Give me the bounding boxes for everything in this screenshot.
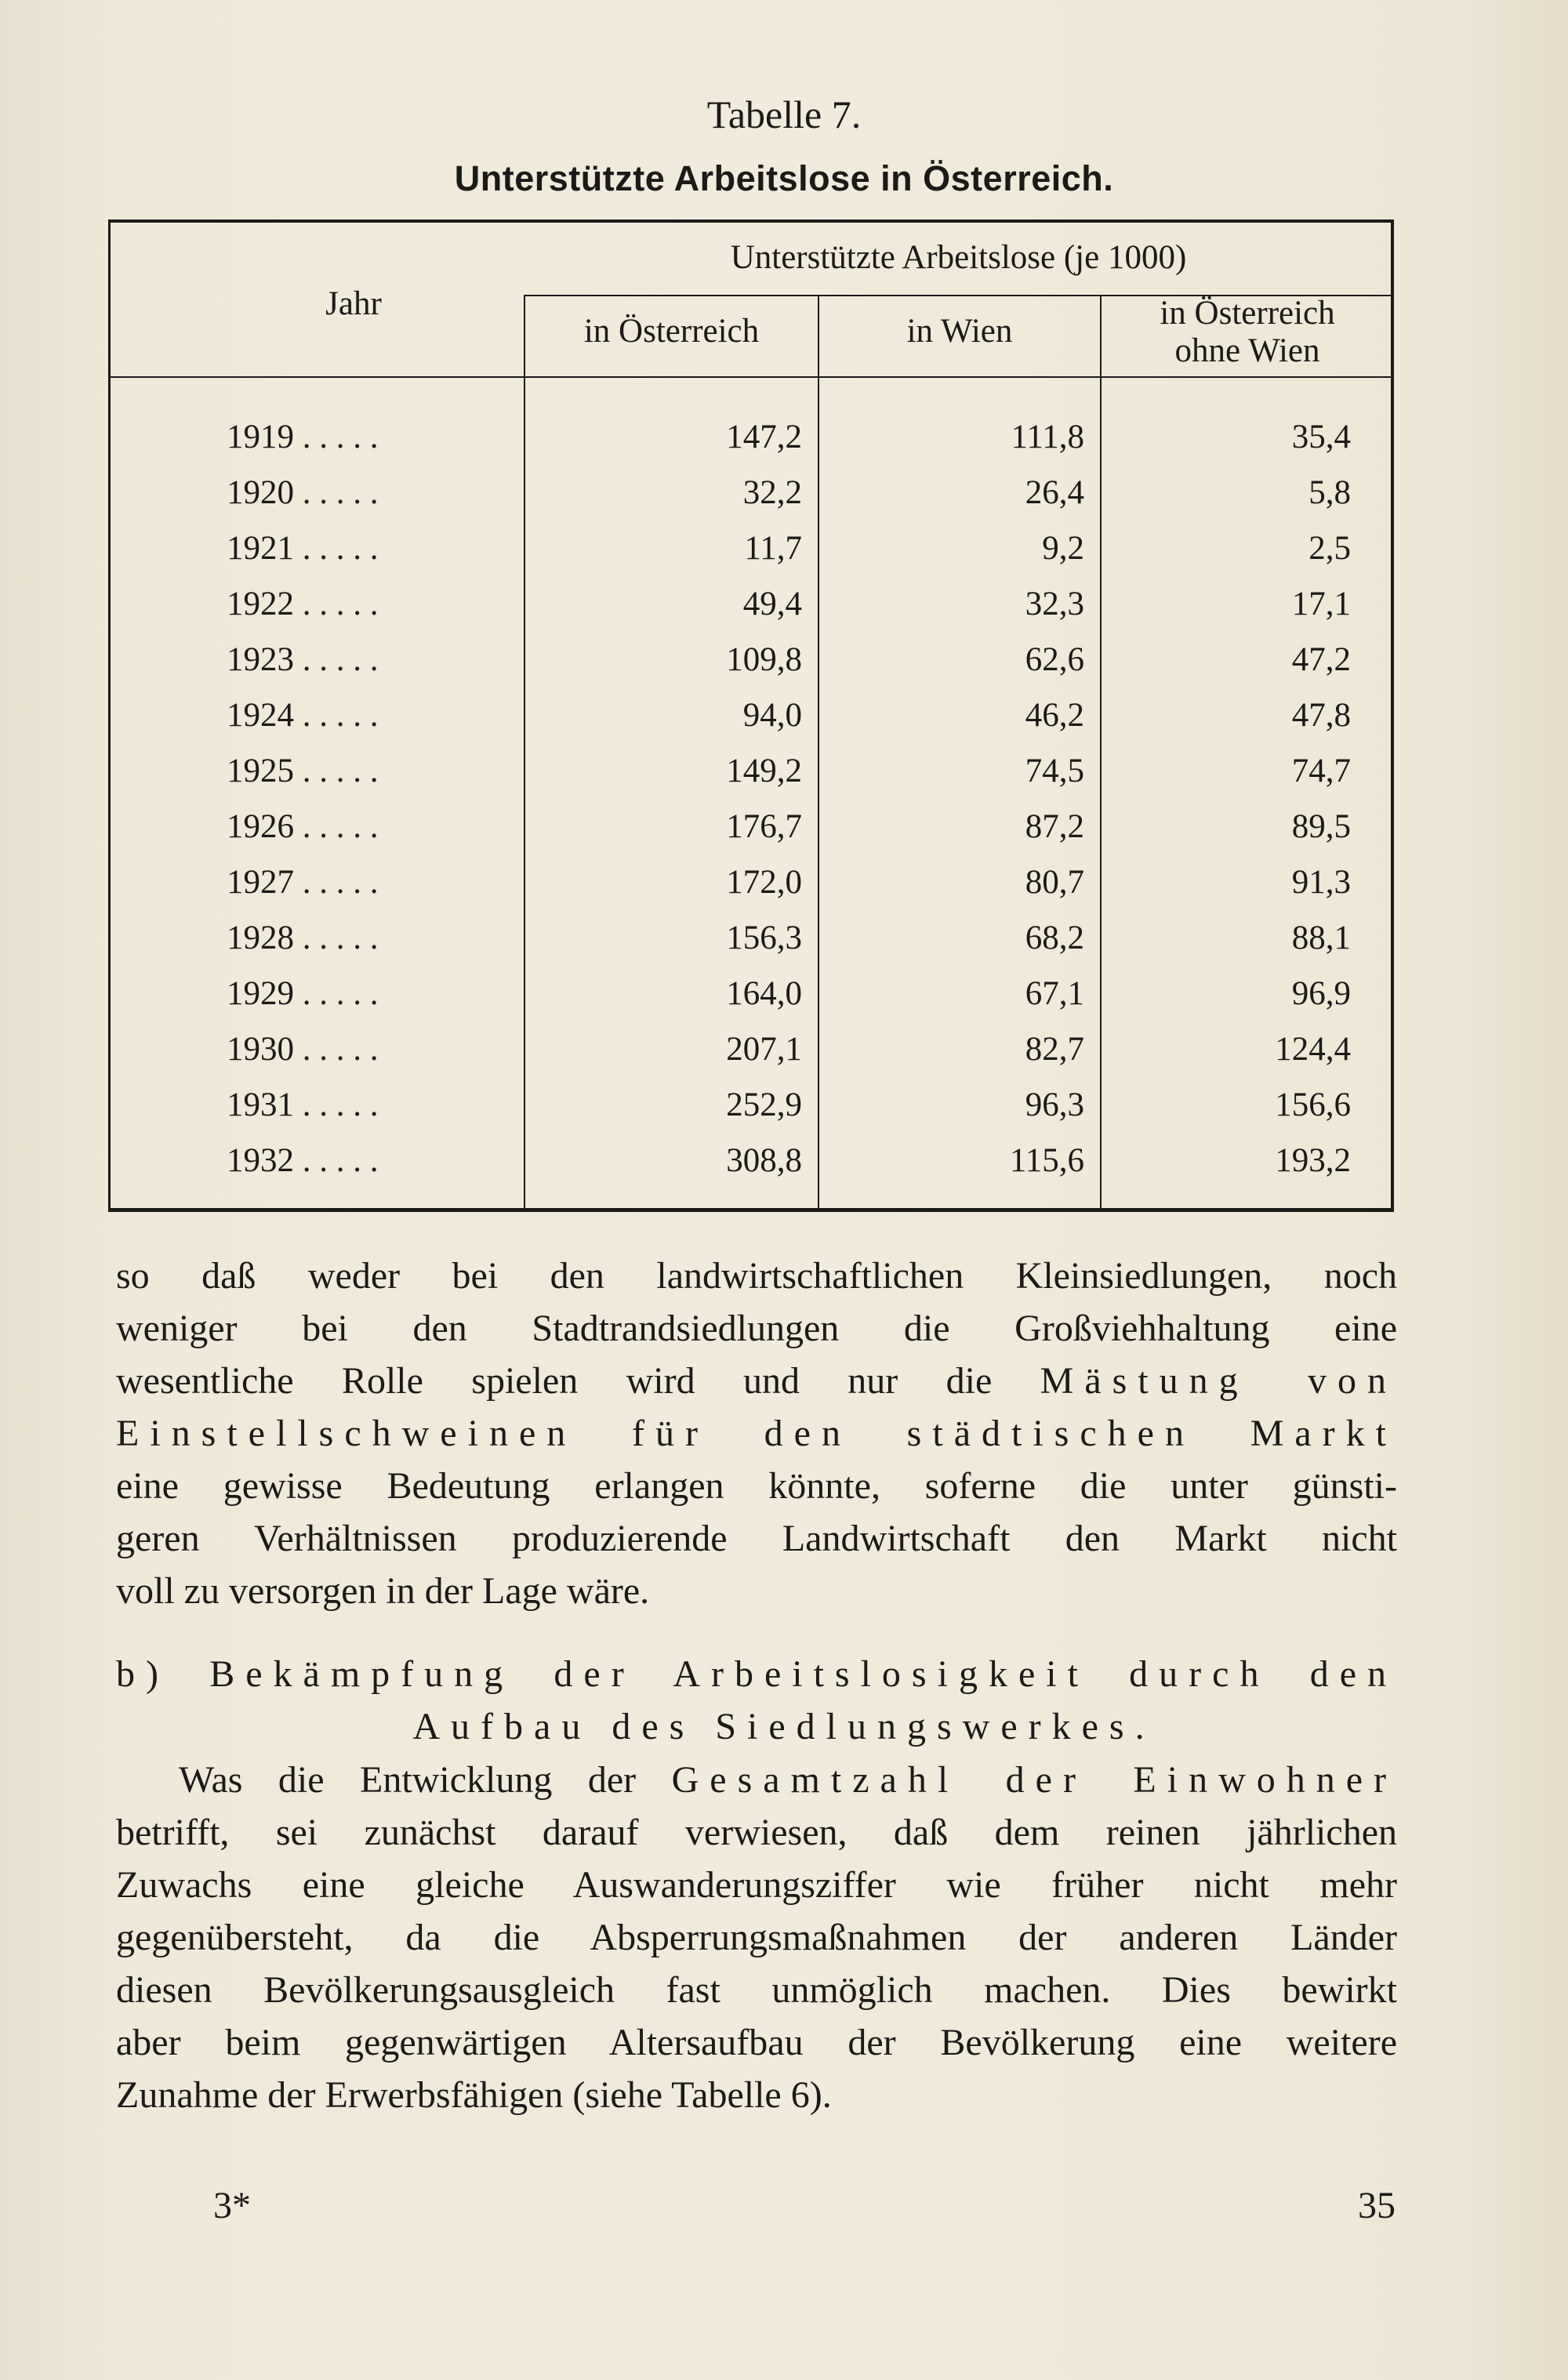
cell-year: 1927 . . . . . xyxy=(227,864,379,901)
cell-austria: 147,2 xyxy=(726,419,802,455)
table-row xyxy=(111,1133,1393,1188)
cell-rest: 89,5 xyxy=(1291,808,1351,845)
page-number: 35 xyxy=(1358,2185,1396,2226)
table-row xyxy=(111,632,1393,688)
cell-rest: 35,4 xyxy=(1291,419,1351,455)
cell-vienna: 80,7 xyxy=(1025,864,1084,901)
table-row xyxy=(111,409,1393,465)
cell-year: 1922 . . . . . xyxy=(227,586,379,622)
cell-rest: 47,2 xyxy=(1291,641,1351,678)
paragraph-2-line xyxy=(179,1755,1397,1805)
paragraph-2-line: aber beim gegenwärtigen Altersaufbau der Bevölkerung eine weitere xyxy=(116,2022,1397,2063)
table-row xyxy=(111,854,1393,910)
emphasis-text: Mästung von xyxy=(1040,1360,1397,1402)
cell-vienna: 74,5 xyxy=(1025,753,1084,789)
cell-austria: 49,4 xyxy=(742,586,802,622)
cell-rest: 74,7 xyxy=(1291,753,1351,789)
cell-year: 1931 . . . . . xyxy=(227,1087,379,1123)
header-rest-line2: ohne Wien xyxy=(1174,332,1320,369)
section-heading-b-line2: Aufbau des Siedlungswerkes. xyxy=(412,1706,1156,1747)
cell-rest: 124,4 xyxy=(1275,1031,1351,1068)
cell-austria: 207,1 xyxy=(726,1031,802,1068)
cell-vienna: 111,8 xyxy=(1011,419,1084,455)
cell-austria: 149,2 xyxy=(726,753,802,789)
cell-year: 1928 . . . . . xyxy=(227,920,379,956)
table-row xyxy=(111,521,1393,576)
cell-year: 1919 . . . . . xyxy=(227,419,379,455)
header-bottom-rule xyxy=(111,376,1393,378)
cell-rest: 193,2 xyxy=(1275,1142,1351,1179)
table-row xyxy=(111,1077,1393,1133)
cell-vienna: 115,6 xyxy=(1009,1142,1084,1179)
cell-vienna: 67,1 xyxy=(1025,975,1084,1012)
table-row xyxy=(111,910,1393,966)
header-rest-line1: in Österreich xyxy=(1160,295,1335,332)
cell-vienna: 32,3 xyxy=(1025,586,1084,622)
cell-year: 1925 . . . . . xyxy=(227,753,379,789)
table-row xyxy=(111,1021,1393,1077)
paragraph-1-segment: wesentliche Rolle spielen wird und nur die xyxy=(116,1360,993,1402)
header-group: Unterstützte Arbeitslose (je 1000) xyxy=(730,239,1187,276)
table-row xyxy=(111,465,1393,521)
table-row xyxy=(111,688,1393,743)
table-row xyxy=(111,966,1393,1021)
cell-rest: 17,1 xyxy=(1291,586,1351,622)
paragraph-1-last-line: voll zu versorgen in der Lage wäre. xyxy=(116,1570,650,1612)
cell-austria: 156,3 xyxy=(726,920,802,956)
cell-year: 1923 . . . . . xyxy=(227,641,379,678)
cell-rest: 2,5 xyxy=(1308,530,1351,567)
cell-vienna: 87,2 xyxy=(1025,808,1084,845)
cell-year: 1932 . . . . . xyxy=(227,1142,379,1179)
cell-vienna: 68,2 xyxy=(1025,920,1084,956)
paragraph-2-segment: Was die Entwicklung der xyxy=(179,1759,637,1801)
header-year: Jahr xyxy=(325,285,382,322)
paragraph-1-line: so daß weder bei den landwirtschaftlichen Kleinsiedlungen, noch xyxy=(116,1255,1397,1297)
data-table xyxy=(108,219,1394,1212)
paragraph-1-line: geren Verhältnissen produzierende Landwirtschaft den Markt nicht xyxy=(116,1518,1397,1559)
cell-year: 1920 . . . . . xyxy=(227,474,379,511)
cell-austria: 11,7 xyxy=(744,530,802,567)
cell-austria: 164,0 xyxy=(726,975,802,1012)
table-title: Unterstützte Arbeitslose in Österreich. xyxy=(454,158,1114,198)
cell-rest: 5,8 xyxy=(1308,474,1351,511)
cell-vienna: 96,3 xyxy=(1025,1087,1084,1123)
cell-year: 1930 . . . . . xyxy=(227,1031,379,1068)
cell-year: 1926 . . . . . xyxy=(227,808,379,845)
header-vienna: in Wien xyxy=(906,313,1013,350)
paragraph-1-line: eine gewisse Bedeutung erlangen könnte, soferne die unter günsti- xyxy=(116,1465,1397,1507)
cell-rest: 88,1 xyxy=(1291,920,1351,956)
paragraph-2-line: Zuwachs eine gleiche Auswanderungsziffer wie früher nicht mehr xyxy=(116,1864,1397,1906)
cell-rest: 156,6 xyxy=(1275,1087,1351,1123)
cell-austria: 94,0 xyxy=(742,697,802,734)
emphasis-text: Gesamtzahl der Einwohner xyxy=(671,1759,1398,1801)
emphasis-line: Einstellschweinen für den städtischen Markt xyxy=(116,1413,1397,1454)
cell-year: 1924 . . . . . xyxy=(227,697,379,734)
cell-vienna: 9,2 xyxy=(1042,530,1084,567)
cell-austria: 176,7 xyxy=(726,808,802,845)
paragraph-2-line: betrifft, sei zunächst darauf verwiesen, daß dem reinen jährlichen xyxy=(116,1812,1397,1853)
cell-austria: 32,2 xyxy=(742,474,802,511)
paragraph-2-line: diesen Bevölkerungsausgleich fast unmöglich machen. Dies bewirkt xyxy=(116,1969,1397,2011)
cell-year: 1921 . . . . . xyxy=(227,530,379,567)
header-austria: in Österreich xyxy=(583,313,760,350)
cell-austria: 109,8 xyxy=(726,641,802,678)
cell-austria: 172,0 xyxy=(726,864,802,901)
cell-austria: 308,8 xyxy=(726,1142,802,1179)
table-row xyxy=(111,799,1393,854)
paragraph-1-line xyxy=(116,1356,1397,1406)
signature-mark: 3* xyxy=(213,2185,251,2226)
cell-year: 1929 . . . . . xyxy=(227,975,379,1012)
paragraph-2-last-line: Zunahme der Erwerbsfähigen (siehe Tabelle 6). xyxy=(116,2074,832,2116)
cell-rest: 47,8 xyxy=(1291,697,1351,734)
paragraph-2-line: gegenübersteht, da die Absperrungsmaßnahmen der anderen Länder xyxy=(116,1917,1397,1958)
cell-vienna: 26,4 xyxy=(1025,474,1084,511)
paragraph-1-line: weniger bei den Stadtrandsiedlungen die Großviehhaltung eine xyxy=(116,1308,1397,1349)
table-row xyxy=(111,743,1393,799)
cell-rest: 91,3 xyxy=(1291,864,1351,901)
cell-austria: 252,9 xyxy=(726,1087,802,1123)
section-heading-b: b) Bekämpfung der Arbeitslosigkeit durch den xyxy=(116,1653,1397,1695)
table-row xyxy=(111,576,1393,632)
cell-vienna: 82,7 xyxy=(1025,1031,1084,1068)
cell-vienna: 62,6 xyxy=(1025,641,1084,678)
cell-vienna: 46,2 xyxy=(1025,697,1084,734)
cell-rest: 96,9 xyxy=(1291,975,1351,1012)
table-number: Tabelle 7. xyxy=(706,93,862,136)
